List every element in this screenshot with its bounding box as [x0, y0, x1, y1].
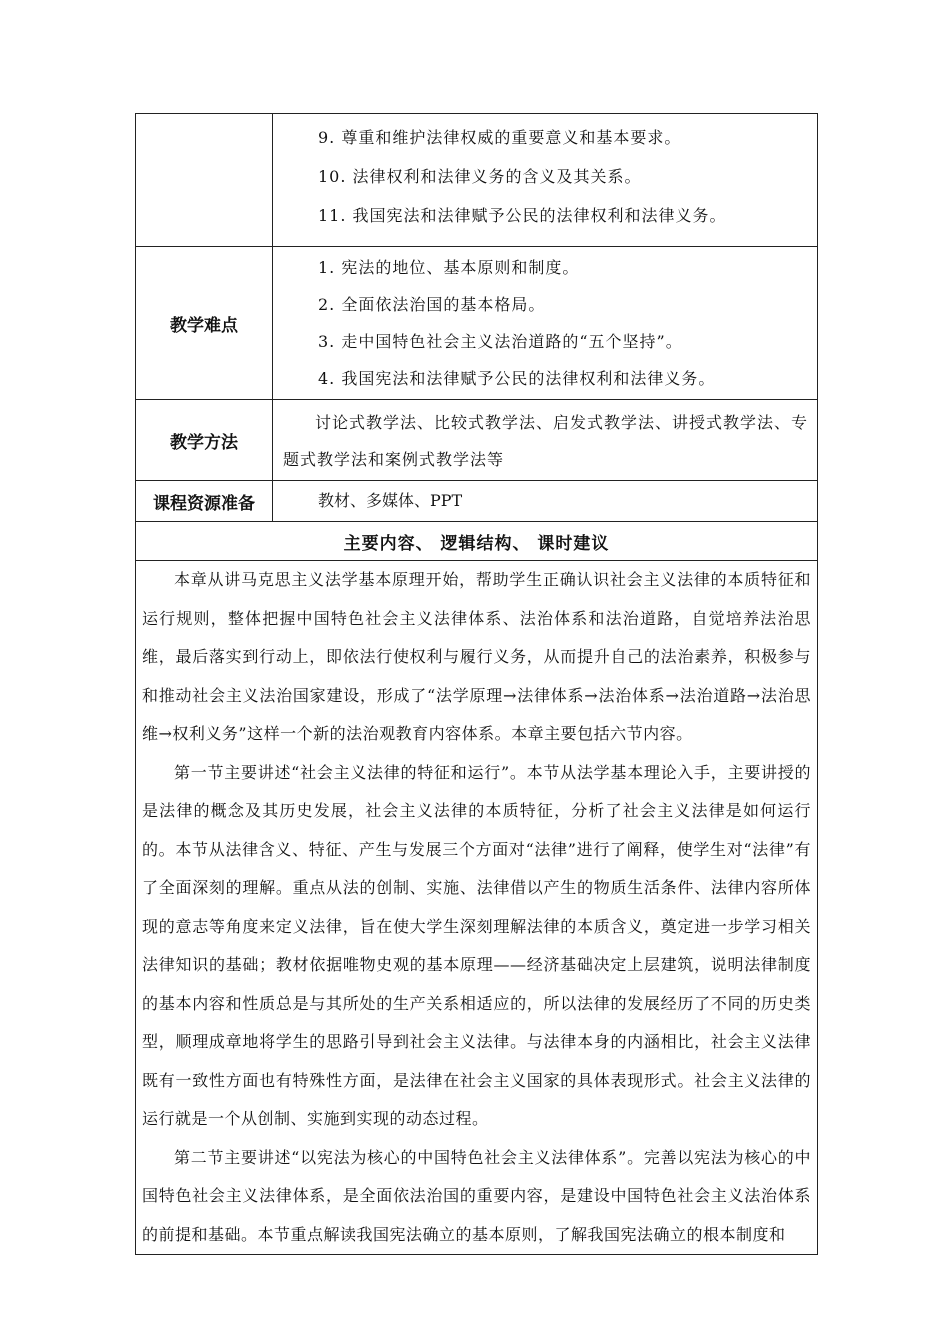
row-main-content-body: [136, 561, 818, 1255]
list-item: 10. 法律权利和法律义务的含义及其关系。: [318, 166, 642, 186]
main-content-body: [136, 561, 818, 1255]
row-teaching-methods: [136, 400, 818, 481]
row1-label-cell: [136, 114, 273, 247]
row-key-points-continued: [136, 114, 818, 247]
body-paragraph: 第一节主要讲述“社会主义法律的特征和运行”。本节从法学基本理论入手，主要讲授的是法律的概念及其历史发展，社会主义法律的本质特征，分析了社会主义法律是如何运行的。本节从法律含义、特征、产生与发展三个方面对“法律”进行了阐释，使学生对“法律”有了全面深刻的理解。重点从法的创制、实施、法律借以产生的物质生活条件、法律内容所体现的意志等角度来定义法律，旨在使大学生深刻理解法律的本质含义，奠定进一步学习相关法律知识的基础；教材依据唯物史观的基本原理——经济基础决定上层建筑，说明法律制度的基本内容和性质总是与其所处的生产关系相适应的，所以法律的发展经历了不同的历史类型，顺理成章地将学生的思路引导到社会主义法律。与法律本身的内涵相比，社会主义法律既有一致性方面也有特殊性方面，是法律在社会主义国家的具体表现形式。社会主义法律的运行就是一个从创制、实施到实现的动态过程。: [142, 762, 811, 1128]
list-item: 2. 全面依法治国的基本格局。: [318, 295, 546, 314]
list-item: 4. 我国宪法和法律赋予公民的法律权利和法律义务。: [318, 369, 716, 388]
row-main-content-header: [136, 522, 818, 561]
main-content-heading: 主要内容、 逻辑结构、 课时建议: [136, 522, 818, 561]
difficulty-content-cell: [273, 247, 818, 400]
row-teaching-difficulty: [136, 247, 818, 400]
row1-content-cell: [273, 114, 818, 247]
row-course-resources: [136, 481, 818, 522]
body-paragraph: 第二节主要讲述“以宪法为核心的中国特色社会主义法律体系”。完善以宪法为核心的中国特色社会主义法律体系，是全面依法治国的重要内容，是建设中国特色社会主义法治体系的前提和基础。本节重点解读我国宪法确立的基本原则，了解我国宪法确立的根本制度和: [142, 1147, 811, 1244]
list-item: 1. 宪法的地位、基本原则和制度。: [318, 258, 580, 277]
resources-label: 课程资源准备: [136, 481, 273, 522]
methods-label: 教学方法: [136, 400, 273, 481]
resources-text: 教材、多媒体、PPT: [318, 491, 463, 510]
course-plan-table: [135, 113, 818, 1255]
methods-content-cell: [273, 400, 818, 481]
body-paragraph: 本章从讲马克思主义法学基本原理开始，帮助学生正确认识社会主义法律的本质特征和运行规则，整体把握中国特色社会主义法律体系、法治体系和法治道路，自觉培养法治思维，最后落实到行动上，即依法行使权利与履行义务，从而提升自己的法治素养，积极参与和推动社会主义法治国家建设，形成了“法学原理→法律体系→法治体系→法治道路→法治思维→权利义务”这样一个新的法治观教育内容体系。本章主要包括六节内容。: [142, 570, 811, 743]
list-item: 3. 走中国特色社会主义法治道路的“五个坚持”。: [318, 332, 683, 351]
list-item: 9. 尊重和维护法律权威的重要意义和基本要求。: [318, 127, 682, 147]
resources-content-cell: [273, 481, 818, 522]
methods-text: 讨论式教学法、比较式教学法、启发式教学法、讲授式教学法、专题式教学法和案例式教学法等: [283, 413, 809, 469]
difficulty-label: 教学难点: [136, 247, 273, 400]
list-item: 11. 我国宪法和法律赋予公民的法律权利和法律义务。: [318, 205, 727, 225]
